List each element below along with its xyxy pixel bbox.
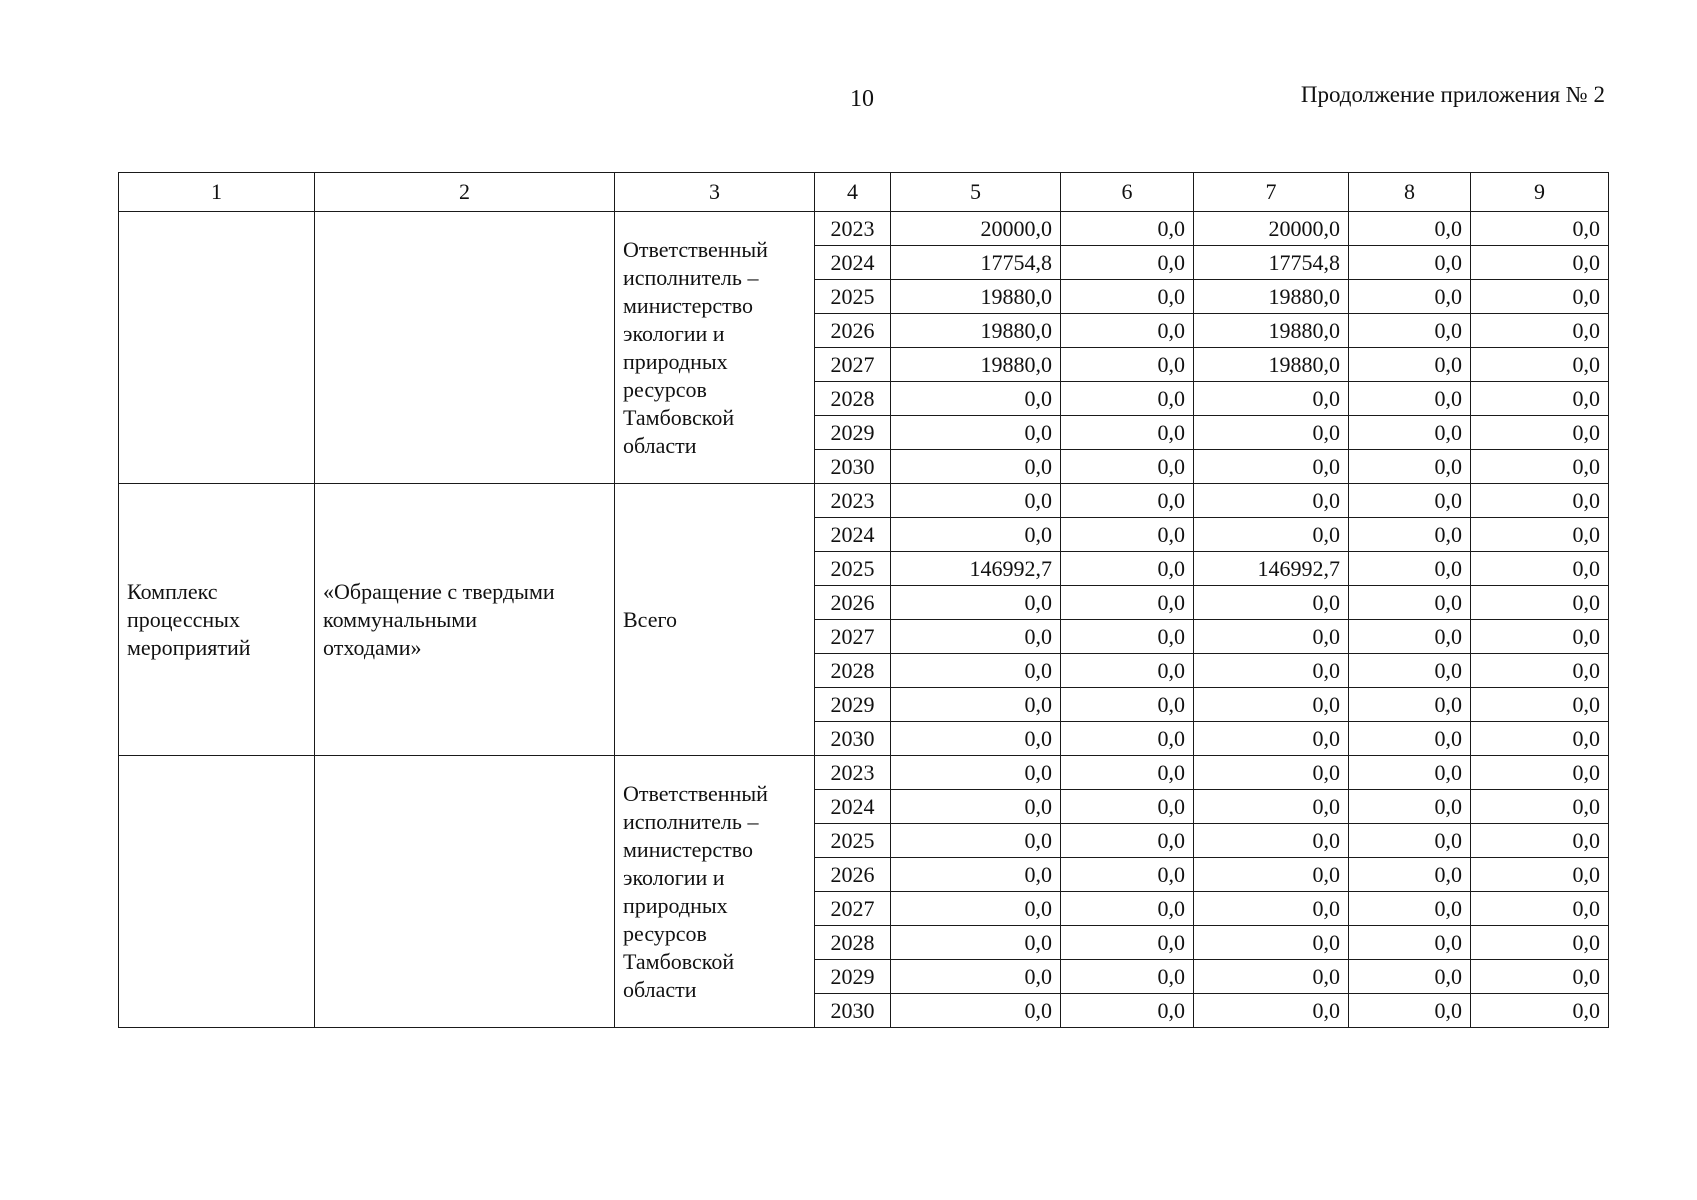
annex-label: Продолжение приложения № 2 [1300,82,1605,107]
amount-cell-col9: 0,0 [1471,212,1609,246]
amount-cell-col7: 0,0 [1194,926,1349,960]
amount-cell-col5: 0,0 [891,824,1061,858]
amount-cell-col6: 0,0 [1061,756,1194,790]
year-cell: 2026 [815,858,891,892]
year-cell: 2030 [815,722,891,756]
column-header-9: 9 [1471,173,1609,212]
amount-cell-col5: 0,0 [891,518,1061,552]
amount-cell-col5: 0,0 [891,926,1061,960]
amount-cell-col9: 0,0 [1471,246,1609,280]
amount-cell-col6: 0,0 [1061,382,1194,416]
amount-cell-col6: 0,0 [1061,416,1194,450]
amount-cell-col9: 0,0 [1471,586,1609,620]
amount-cell-col8: 0,0 [1349,246,1471,280]
amount-cell-col9: 0,0 [1471,688,1609,722]
amount-cell-col8: 0,0 [1349,484,1471,518]
amount-cell-col7: 0,0 [1194,450,1349,484]
amount-cell-col9: 0,0 [1471,416,1609,450]
amount-cell-col7: 19880,0 [1194,314,1349,348]
amount-cell-col8: 0,0 [1349,960,1471,994]
amount-cell-col9: 0,0 [1471,722,1609,756]
program-element-name-cell [315,212,615,484]
amount-cell-col7: 0,0 [1194,858,1349,892]
amount-cell-col5: 0,0 [891,620,1061,654]
column-header-8: 8 [1349,173,1471,212]
year-cell: 2024 [815,518,891,552]
year-cell: 2026 [815,586,891,620]
amount-cell-col8: 0,0 [1349,518,1471,552]
amount-cell-col8: 0,0 [1349,382,1471,416]
amount-cell-col5: 0,0 [891,994,1061,1028]
amount-cell-col5: 20000,0 [891,212,1061,246]
amount-cell-col7: 0,0 [1194,382,1349,416]
amount-cell-col5: 0,0 [891,654,1061,688]
amount-cell-col8: 0,0 [1349,552,1471,586]
table-body [119,212,1609,1028]
amount-cell-col7: 0,0 [1194,722,1349,756]
amount-cell-col8: 0,0 [1349,892,1471,926]
amount-cell-col6: 0,0 [1061,960,1194,994]
amount-cell-col8: 0,0 [1349,314,1471,348]
amount-cell-col9: 0,0 [1471,314,1609,348]
amount-cell-col8: 0,0 [1349,858,1471,892]
amount-cell-col7: 0,0 [1194,824,1349,858]
year-cell: 2027 [815,348,891,382]
amount-cell-col9: 0,0 [1471,960,1609,994]
amount-cell-col7: 0,0 [1194,790,1349,824]
year-cell: 2030 [815,450,891,484]
program-element-type-cell: Комплекс процессных мероприятий [119,484,315,756]
amount-cell-col7: 0,0 [1194,688,1349,722]
amount-cell-col5: 146992,7 [891,552,1061,586]
amount-cell-col5: 0,0 [891,892,1061,926]
column-header-2: 2 [315,173,615,212]
amount-cell-col7: 0,0 [1194,654,1349,688]
amount-cell-col5: 19880,0 [891,280,1061,314]
amount-cell-col8: 0,0 [1349,654,1471,688]
year-cell: 2029 [815,688,891,722]
amount-cell-col7: 0,0 [1194,892,1349,926]
amount-cell-col5: 0,0 [891,722,1061,756]
amount-cell-col7: 0,0 [1194,484,1349,518]
amount-cell-col7: 0,0 [1194,518,1349,552]
amount-cell-col9: 0,0 [1471,348,1609,382]
amount-cell-col7: 19880,0 [1194,348,1349,382]
table-row [119,212,1609,246]
year-cell: 2025 [815,280,891,314]
amount-cell-col5: 0,0 [891,416,1061,450]
amount-cell-col8: 0,0 [1349,688,1471,722]
amount-cell-col5: 0,0 [891,450,1061,484]
column-header-5: 5 [891,173,1061,212]
amount-cell-col6: 0,0 [1061,450,1194,484]
amount-cell-col5: 0,0 [891,790,1061,824]
amount-cell-col5: 0,0 [891,858,1061,892]
amount-cell-col7: 0,0 [1194,994,1349,1028]
amount-cell-col9: 0,0 [1471,382,1609,416]
amount-cell-col6: 0,0 [1061,926,1194,960]
amount-cell-col6: 0,0 [1061,280,1194,314]
amount-cell-col9: 0,0 [1471,858,1609,892]
amount-cell-col8: 0,0 [1349,212,1471,246]
column-header-4: 4 [815,173,891,212]
page-number: 10 [850,86,874,112]
amount-cell-col7: 19880,0 [1194,280,1349,314]
amount-cell-col6: 0,0 [1061,586,1194,620]
amount-cell-col8: 0,0 [1349,926,1471,960]
budget-table [118,172,1609,1028]
amount-cell-col8: 0,0 [1349,756,1471,790]
amount-cell-col8: 0,0 [1349,790,1471,824]
column-header-3: 3 [615,173,815,212]
amount-cell-col5: 17754,8 [891,246,1061,280]
program-element-name-cell: «Обращение с твердыми коммунальными отходами» [315,484,615,756]
amount-cell-col5: 0,0 [891,756,1061,790]
amount-cell-col8: 0,0 [1349,450,1471,484]
amount-cell-col9: 0,0 [1471,484,1609,518]
amount-cell-col9: 0,0 [1471,518,1609,552]
amount-cell-col6: 0,0 [1061,620,1194,654]
amount-cell-col6: 0,0 [1061,348,1194,382]
amount-cell-col5: 0,0 [891,586,1061,620]
table-header-row [119,173,1609,212]
amount-cell-col5: 0,0 [891,960,1061,994]
amount-cell-col7: 146992,7 [1194,552,1349,586]
amount-cell-col6: 0,0 [1061,858,1194,892]
column-header-6: 6 [1061,173,1194,212]
amount-cell-col6: 0,0 [1061,484,1194,518]
amount-cell-col9: 0,0 [1471,280,1609,314]
year-cell: 2029 [815,960,891,994]
table-row [119,484,1609,518]
year-cell: 2025 [815,552,891,586]
amount-cell-col6: 0,0 [1061,314,1194,348]
table-row [119,756,1609,790]
amount-cell-col6: 0,0 [1061,552,1194,586]
amount-cell-col7: 0,0 [1194,960,1349,994]
amount-cell-col7: 0,0 [1194,756,1349,790]
year-cell: 2023 [815,212,891,246]
amount-cell-col8: 0,0 [1349,586,1471,620]
program-element-name-cell [315,756,615,1028]
amount-cell-col8: 0,0 [1349,416,1471,450]
amount-cell-col9: 0,0 [1471,790,1609,824]
year-cell: 2030 [815,994,891,1028]
year-cell: 2023 [815,484,891,518]
amount-cell-col9: 0,0 [1471,620,1609,654]
amount-cell-col8: 0,0 [1349,348,1471,382]
amount-cell-col6: 0,0 [1061,246,1194,280]
amount-cell-col6: 0,0 [1061,722,1194,756]
amount-cell-col9: 0,0 [1471,994,1609,1028]
year-cell: 2027 [815,620,891,654]
amount-cell-col9: 0,0 [1471,450,1609,484]
year-cell: 2027 [815,892,891,926]
program-element-type-cell [119,756,315,1028]
amount-cell-col9: 0,0 [1471,654,1609,688]
year-cell: 2026 [815,314,891,348]
amount-cell-col6: 0,0 [1061,994,1194,1028]
amount-cell-col7: 17754,8 [1194,246,1349,280]
amount-cell-col8: 0,0 [1349,620,1471,654]
responsible-party-cell: Всего [615,484,815,756]
amount-cell-col6: 0,0 [1061,518,1194,552]
amount-cell-col6: 0,0 [1061,892,1194,926]
amount-cell-col8: 0,0 [1349,280,1471,314]
year-cell: 2028 [815,654,891,688]
amount-cell-col6: 0,0 [1061,212,1194,246]
amount-cell-col9: 0,0 [1471,756,1609,790]
responsible-party-cell: Ответственный исполнитель – министерство экологии и природных ресурсов Тамбовской области [615,212,815,484]
amount-cell-col8: 0,0 [1349,994,1471,1028]
amount-cell-col5: 0,0 [891,382,1061,416]
amount-cell-col5: 19880,0 [891,314,1061,348]
responsible-party-cell: Ответственный исполнитель – министерство экологии и природных ресурсов Тамбовской области [615,756,815,1028]
amount-cell-col9: 0,0 [1471,892,1609,926]
amount-cell-col9: 0,0 [1471,824,1609,858]
year-cell: 2028 [815,382,891,416]
year-cell: 2028 [815,926,891,960]
amount-cell-col6: 0,0 [1061,688,1194,722]
amount-cell-col9: 0,0 [1471,926,1609,960]
amount-cell-col5: 0,0 [891,484,1061,518]
year-cell: 2024 [815,790,891,824]
year-cell: 2024 [815,246,891,280]
amount-cell-col8: 0,0 [1349,722,1471,756]
amount-cell-col6: 0,0 [1061,824,1194,858]
amount-cell-col8: 0,0 [1349,824,1471,858]
amount-cell-col5: 0,0 [891,688,1061,722]
amount-cell-col9: 0,0 [1471,552,1609,586]
column-header-7: 7 [1194,173,1349,212]
year-cell: 2025 [815,824,891,858]
amount-cell-col7: 0,0 [1194,416,1349,450]
amount-cell-col6: 0,0 [1061,654,1194,688]
amount-cell-col7: 0,0 [1194,586,1349,620]
column-header-1: 1 [119,173,315,212]
amount-cell-col7: 0,0 [1194,620,1349,654]
year-cell: 2023 [815,756,891,790]
program-element-type-cell [119,212,315,484]
amount-cell-col5: 19880,0 [891,348,1061,382]
amount-cell-col7: 20000,0 [1194,212,1349,246]
amount-cell-col6: 0,0 [1061,790,1194,824]
year-cell: 2029 [815,416,891,450]
